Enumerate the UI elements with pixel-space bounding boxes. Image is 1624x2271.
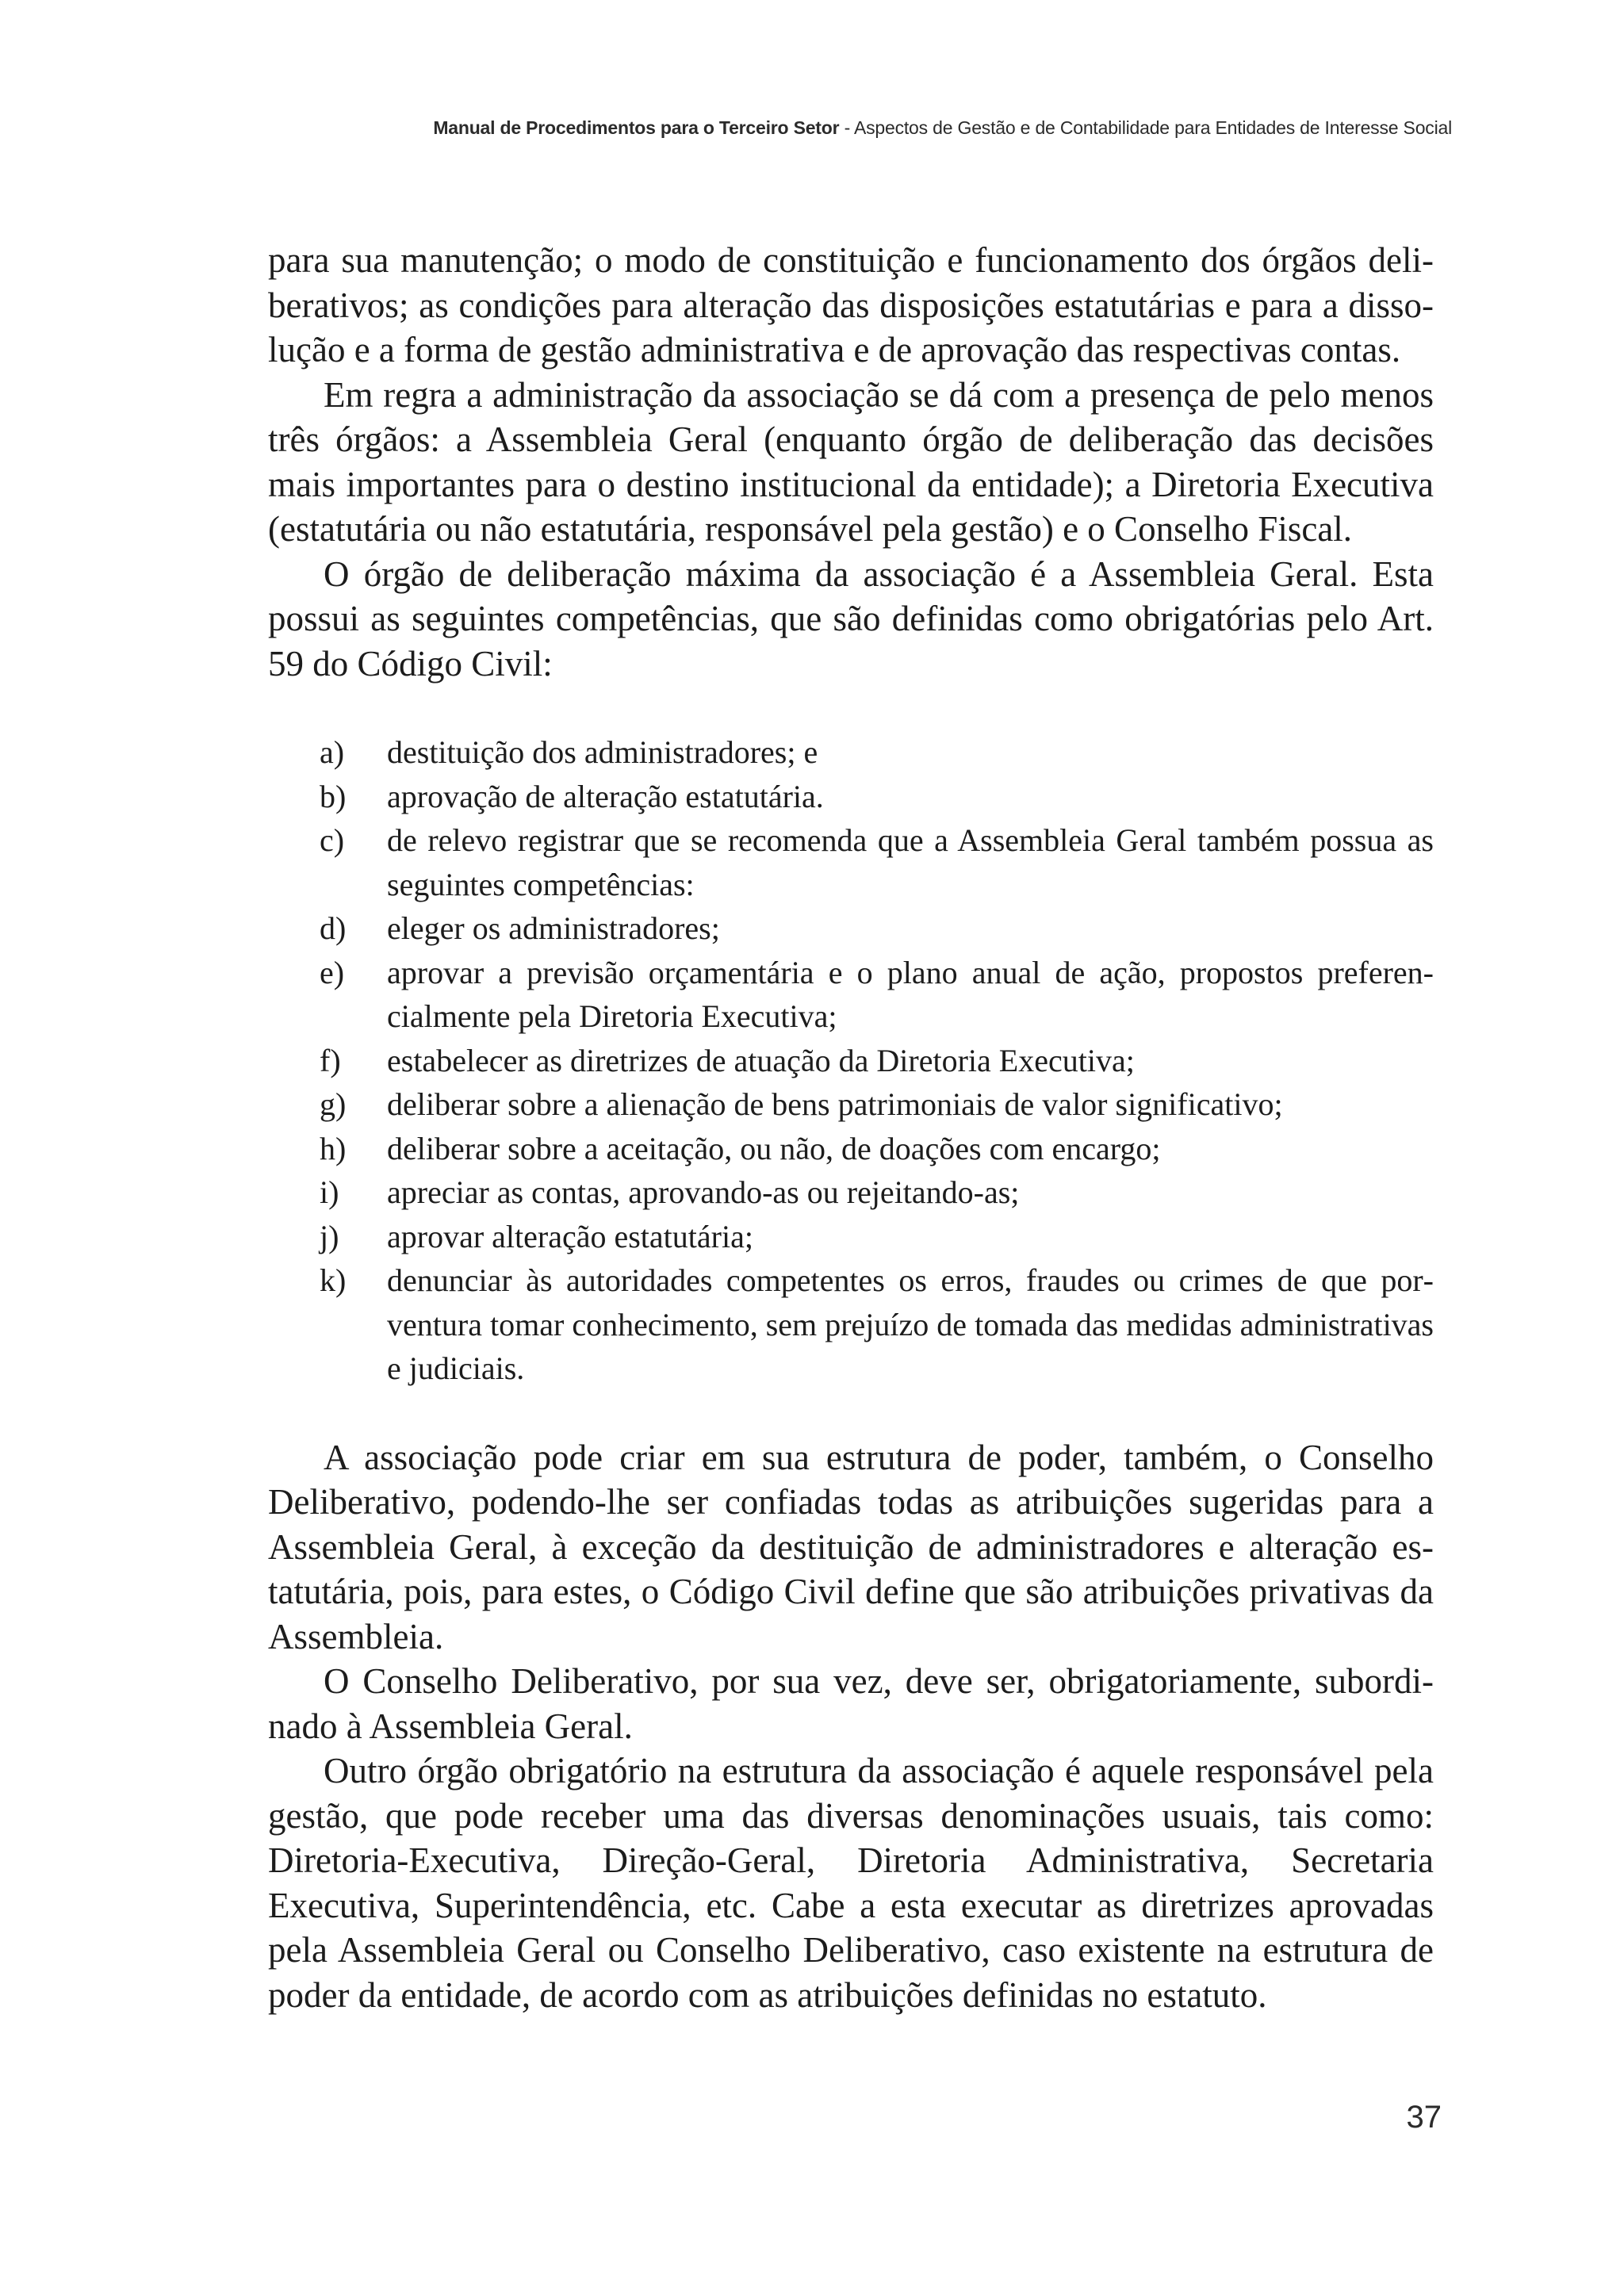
list-text: destituição dos administradores; e: [387, 734, 818, 770]
list-text: eleger os administradores;: [387, 910, 720, 946]
paragraph-council-subordination: O Conselho Deliberativo, por sua vez, deve ser, obrigatoriamente, subordinado à Assembleia Geral.: [268, 1661, 1434, 1746]
list-item: [268, 730, 1434, 775]
list-text: deliberar sobre a alienação de bens patrimoniais de valor significativo;: [387, 1086, 1283, 1122]
list-text: de relevo registrar que se recomenda que a Assembleia Geral também possua as seguintes competências:: [387, 822, 1434, 902]
list-item: [268, 1258, 1434, 1391]
list-text: denunciar às autoridades competentes os erros, fraudes ou crimes de que porventura tomar conhecimento, sem prejuízo de tomada das medidas administrativas e judiciais.: [387, 1262, 1434, 1386]
page-body: [268, 238, 1434, 2017]
list-item: [268, 1039, 1434, 1083]
paragraph-management-body: Outro órgão obrigatório na estrutura da associação é aquele responsável pela gestão, que pode receber uma das diversas denominações usuais, tais como: Diretoria-Executiva, Direção-Geral, Diretoria Administrativa, Secretaria Executiva, Superintendência, etc. Cabe a esta executar as diretrizes aprovadas pela Assembleia Geral ou Conselho Deliberativo, caso existente na estrutura de poder da entidade, de acordo com as atribuições definidas no estatuto.: [268, 1751, 1434, 2015]
paragraph-administration: Em regra a administração da associação se dá com a presença de pelo menos três órgãos: a Assembleia Geral (enquanto órgão de deliberação das decisões mais importantes para o destino institucional da entidade); a Diretoria Executiva (estatutária ou não estatutária, responsável pela gestão) e o Conselho Fiscal.: [268, 374, 1434, 549]
running-header-subtitle: - Aspectos de Gestão e de Contabilidade para Entidades de Interesse Social: [839, 117, 1452, 138]
competences-list: [268, 730, 1434, 1391]
list-marker: j): [320, 1218, 339, 1254]
list-item: [268, 1082, 1434, 1127]
paragraph-deliberative-council: A associação pode criar em sua estrutura de poder, também, o Conselho Deliberativo, podendo-lhe ser confiadas todas as atribuições sugeridas para a Assembleia Geral, à exceção da destituição de administradores e alteração estatutária, pois, para estes, o Código Civil define que são atribuições privativas da Assembleia.: [268, 1437, 1434, 1656]
running-header: [433, 117, 1452, 139]
list-text: apreciar as contas, aprovando-as ou rejeitando-as;: [387, 1174, 1020, 1210]
list-marker: e): [320, 954, 345, 990]
list-text: aprovar a previsão orçamentária e o plano anual de ação, propostos preferencialmente pela Diretoria Executiva;: [387, 954, 1434, 1034]
list-text: estabelecer as diretrizes de atuação da Diretoria Executiva;: [387, 1042, 1135, 1078]
list-item: [268, 1215, 1434, 1259]
page-number: 37: [1406, 2100, 1442, 2135]
list-marker: b): [320, 778, 347, 814]
running-header-title: Manual de Procedimentos para o Terceiro Setor: [433, 117, 840, 138]
list-item: [268, 1170, 1434, 1215]
list-marker: h): [320, 1130, 347, 1166]
paragraph-assembly-competences: O órgão de deliberação máxima da associação é a Assembleia Geral. Esta possui as seguintes competências, que são definidas como obrigatórias pelo Art. 59 do Código Civil:: [268, 553, 1434, 684]
list-marker: f): [320, 1042, 341, 1078]
paragraph-continuation: para sua manutenção; o modo de constituição e funcionamento dos órgãos deliberativos; as condições para alteração das disposições estatutárias e para a dissolução e a forma de gestão administrativa e de aprovação das respectivas contas.: [268, 240, 1434, 370]
list-marker: d): [320, 910, 347, 946]
list-item: [268, 818, 1434, 906]
list-item: [268, 775, 1434, 819]
list-marker: k): [320, 1262, 347, 1298]
list-text: deliberar sobre a aceitação, ou não, de doações com encargo;: [387, 1130, 1161, 1166]
list-item: [268, 951, 1434, 1039]
list-marker: c): [320, 822, 345, 858]
list-item: [268, 1127, 1434, 1171]
list-marker: a): [320, 734, 345, 770]
list-item: [268, 906, 1434, 951]
list-text: aprovar alteração estatutária;: [387, 1218, 753, 1254]
list-marker: i): [320, 1174, 339, 1210]
list-marker: g): [320, 1086, 347, 1122]
list-text: aprovação de alteração estatutária.: [387, 778, 824, 814]
